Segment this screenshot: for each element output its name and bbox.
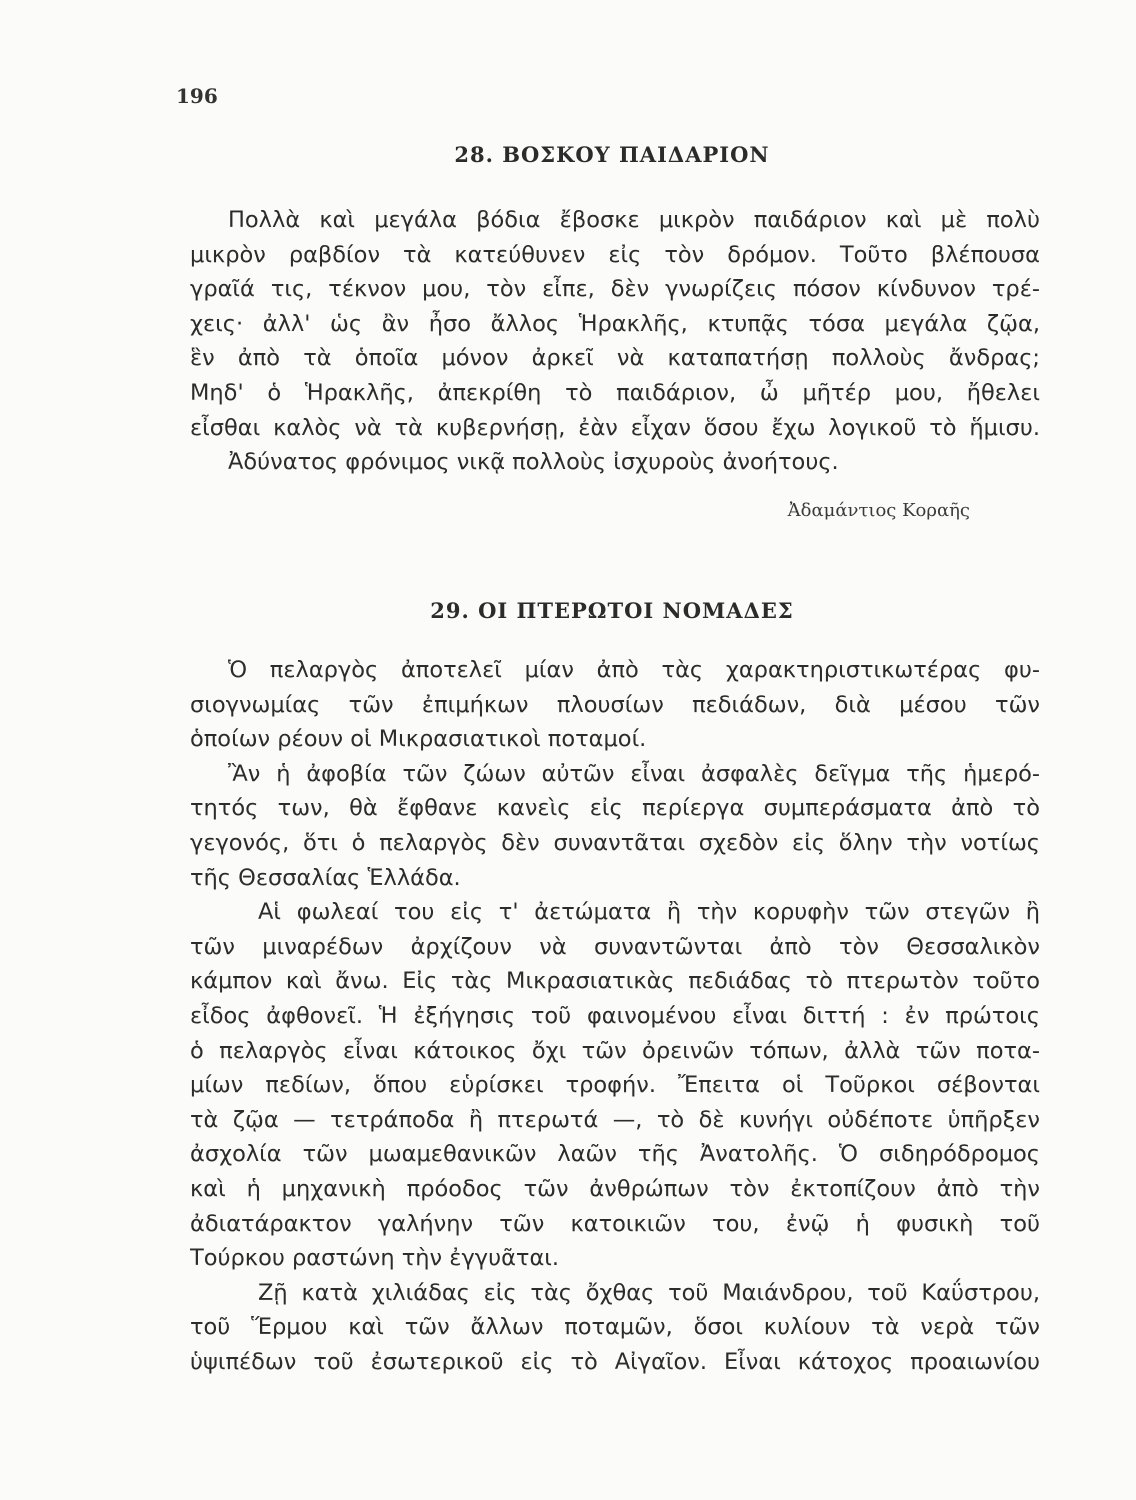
section-text-29 [190, 653, 1040, 1379]
text-line: τὰ ζῷα — τετράποδα ἢ πτερωτά —, τὸ δὲ κυνήγι οὐδέποτε ὑπῆρξεν [190, 1106, 1040, 1133]
text-line: γραῖά τις, τέκνον μου, τὸν εἶπε, δὲν γνωρίζεις πόσον κίνδυνον τρέ- [190, 276, 1040, 303]
text-line: τητός των, θὰ ἔφθανε κανεὶς εἰς περίεργα συμπεράσματα ἀπὸ τὸ [190, 795, 1040, 822]
text-line: εἶσθαι καλὸς νὰ τὰ κυβερνήσῃ, ἐὰν εἶχαν ὅσου ἔχω λογικοῦ τὸ ἥμισυ. [190, 414, 1040, 441]
text-line: μίων πεδίων, ὅπου εὑρίσκει τροφήν. Ἔπειτα οἱ Τοῦρκοι σέβονται [190, 1072, 1040, 1099]
text-line: ἀσχολία τῶν μωαμεθανικῶν λαῶν τῆς Ἀνατολῆς. Ὁ σιδηρόδρομος [190, 1141, 1040, 1168]
text-line: ὁ πελαργὸς εἶναι κάτοικος ὄχι τῶν ὀρεινῶν τόπων, ἀλλὰ τῶν ποτα- [190, 1037, 1040, 1064]
author-signature: Ἀδαμάντιος Κοραῆς [787, 500, 970, 521]
text-line: ἀδιατάρακτον γαλήνην τῶν κατοικιῶν του, ἐνῷ ἡ φυσικὴ τοῦ [190, 1210, 1040, 1237]
page-number: 196 [176, 84, 218, 108]
text-line: γεγονός, ὅτι ὁ πελαργὸς δὲν συναντᾶται σχεδὸν εἰς ὅλην τὴν νοτίως [190, 829, 1040, 856]
text-line: Τούρκου ραστώνη τὴν ἐγγυᾶται. [190, 1245, 560, 1272]
text-line: ἓν ἀπὸ τὰ ὁποῖα μόνον ἀρκεῖ νὰ καταπατήσῃ πολλοὺς ἄνδρας; [190, 345, 1040, 372]
text-line: Ὁ πελαργὸς ἀποτελεῖ μίαν ἀπὸ τὰς χαρακτηριστικωτέρας φυ- [228, 657, 1040, 683]
text-line: καὶ ἡ μηχανικὴ πρόοδος τῶν ἀνθρώπων τὸν ἐκτοπίζουν ἀπὸ τὴν [190, 1175, 1040, 1202]
section-title-29: 29. ΟΙ ΠΤΕΡΩΤΟΙ ΝΟΜΑΔΕΣ [430, 598, 794, 623]
text-line: ὁποίων ρέουν οἱ Μικρασιατικοὶ ποταμοί. [190, 726, 647, 753]
text-line: Μηδ' ὁ Ἡρακλῆς, ἀπεκρίθη τὸ παιδάριον, ὦ μῆτέρ μου, ἤθελει [190, 379, 1040, 406]
text-line: μικρὸν ραβδίον τὰ κατεύθυνεν εἰς τὸν δρόμον. Τοῦτο βλέπουσα [190, 241, 1040, 268]
text-line: σιογνωμίας τῶν ἐπιμήκων πλουσίων πεδιάδων, διὰ μέσου τῶν [190, 691, 1040, 718]
text-line: Πολλὰ καὶ μεγάλα βόδια ἔβοσκε μικρὸν παιδάριον καὶ μὲ πολὺ [228, 207, 1040, 233]
text-line: Ἂν ἡ ἀφοβία τῶν ζώων αὐτῶν εἶναι ἀσφαλὲς δεῖγμα τῆς ἡμερό- [228, 760, 1040, 787]
text-line: τῆς Θεσσαλίας Ἑλλάδα. [190, 864, 461, 891]
text-line: τοῦ Ἕρμου καὶ τῶν ἄλλων ποταμῶν, ὅσοι κυλίουν τὰ νερὰ τῶν [190, 1314, 1040, 1341]
text-line: Ζῇ κατὰ χιλιάδας εἰς τὰς ὄχθας τοῦ Μαιάνδρου, τοῦ Καΰστρου, [258, 1279, 1040, 1306]
text-line: τῶν μιναρέδων ἀρχίζουν νὰ συναντῶνται ἀπὸ τὸν Θεσσαλικὸν [190, 933, 1040, 960]
section-text-28 [190, 203, 1040, 480]
text-line: κάμπον καὶ ἄνω. Εἰς τὰς Μικρασιατικὰς πεδιάδας τὸ πτερωτὸν τοῦτο [190, 968, 1040, 995]
text-line: εἶδος ἀφθονεῖ. Ἡ ἐξήγησις τοῦ φαινομένου εἶναι διττή : ἐν πρώτοις [190, 1002, 1040, 1029]
text-line: ὑψιπέδων τοῦ ἐσωτερικοῦ εἰς τὸ Αἰγαῖον. Εἶναι κάτοχος προαιωνίου [190, 1348, 1040, 1375]
section-title-28: 28. ΒΟΣΚΟΥ ΠΑΙΔΑΡΙΟΝ [454, 142, 770, 167]
text-line: χεις· ἀλλ' ὡς ἂν ἦσο ἄλλος Ἡρακλῆς, κτυπᾷς τόσα μεγάλα ζῷα, [190, 310, 1040, 337]
text-line: Αἱ φωλεαί του εἰς τ' ἀετώματα ἢ τὴν κορυφὴν τῶν στεγῶν ἢ [258, 899, 1040, 926]
text-line: Ἀδύνατος φρόνιμος νικᾷ πολλοὺς ἰσχυροὺς ἀνοήτους. [228, 449, 839, 476]
